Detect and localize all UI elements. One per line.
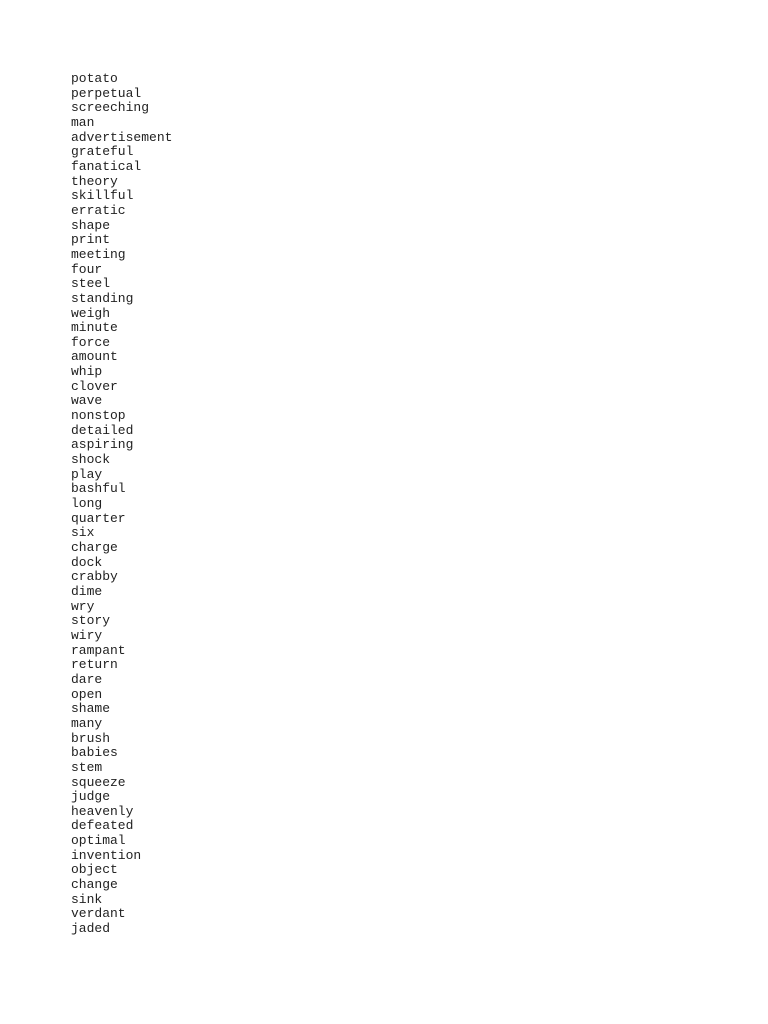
word-list-item: whip — [71, 364, 103, 380]
word-list-item: amount — [71, 349, 118, 365]
word-list-item: sink — [71, 891, 103, 907]
word-list-item: invention — [71, 847, 142, 863]
word-list-item: force — [71, 334, 111, 350]
word-list-item: man — [71, 114, 95, 130]
word-list-item: clover — [71, 378, 118, 394]
word-list-item: optimal — [71, 833, 126, 849]
word-list-item: crabby — [71, 569, 118, 585]
word-list-item: play — [71, 466, 103, 482]
word-list-item: print — [71, 232, 111, 248]
word-list-item: return — [71, 657, 118, 673]
word-list-item: theory — [71, 173, 118, 189]
word-list-item: shape — [71, 217, 111, 233]
word-list-item: charge — [71, 540, 118, 555]
word-list-item: detailed — [71, 422, 134, 438]
word-list-item: babies — [71, 745, 118, 761]
word-list-item: grateful — [71, 144, 134, 160]
word-list-item: potato — [71, 71, 118, 86]
word-list-item: verdant — [71, 906, 126, 922]
word-list-item: wiry — [71, 627, 103, 643]
word-list-item: heavenly — [71, 803, 134, 819]
word-list-item: jaded — [71, 921, 111, 937]
word-list-item: shock — [71, 452, 111, 468]
word-list-item: stem — [71, 759, 103, 775]
word-list-item: screeching — [71, 100, 150, 116]
word-list-item: minute — [71, 320, 118, 336]
word-list-item: perpetual — [71, 85, 142, 101]
word-list-item: fanatical — [71, 158, 142, 174]
word-list-item: shame — [71, 701, 111, 717]
word-list-item: nonstop — [71, 408, 126, 424]
word-list-item: dime — [71, 583, 103, 599]
word-list-item: six — [71, 525, 95, 541]
word-list-item: object — [71, 862, 118, 878]
word-list-item: long — [71, 496, 103, 512]
word-list-item: four — [71, 261, 103, 277]
word-list-item: advertisement — [71, 129, 173, 145]
word-list — [71, 72, 172, 937]
word-list-item: quarter — [71, 510, 126, 526]
word-list-item: bashful — [71, 481, 126, 497]
word-list-item: wry — [71, 598, 95, 614]
word-list-item: story — [71, 613, 111, 629]
word-list-item: aspiring — [71, 437, 134, 453]
word-list-item: dare — [71, 671, 103, 687]
word-list-item: steel — [71, 276, 111, 292]
word-list-item: many — [71, 715, 103, 731]
word-list-item: meeting — [71, 246, 126, 262]
word-list-item: wave — [71, 393, 103, 409]
word-list-item: skillful — [71, 188, 134, 204]
word-list-item: rampant — [71, 642, 126, 658]
word-list-item: standing — [71, 290, 134, 306]
word-list-item: open — [71, 686, 103, 702]
word-list-item: erratic — [71, 202, 126, 218]
word-list-item: squeeze — [71, 774, 126, 790]
word-list-item: judge — [71, 789, 111, 805]
word-list-item: defeated — [71, 818, 134, 834]
word-list-item: weigh — [71, 305, 111, 321]
word-list-item: dock — [71, 554, 103, 570]
word-list-item: brush — [71, 730, 111, 746]
word-list-item: change — [71, 877, 118, 893]
